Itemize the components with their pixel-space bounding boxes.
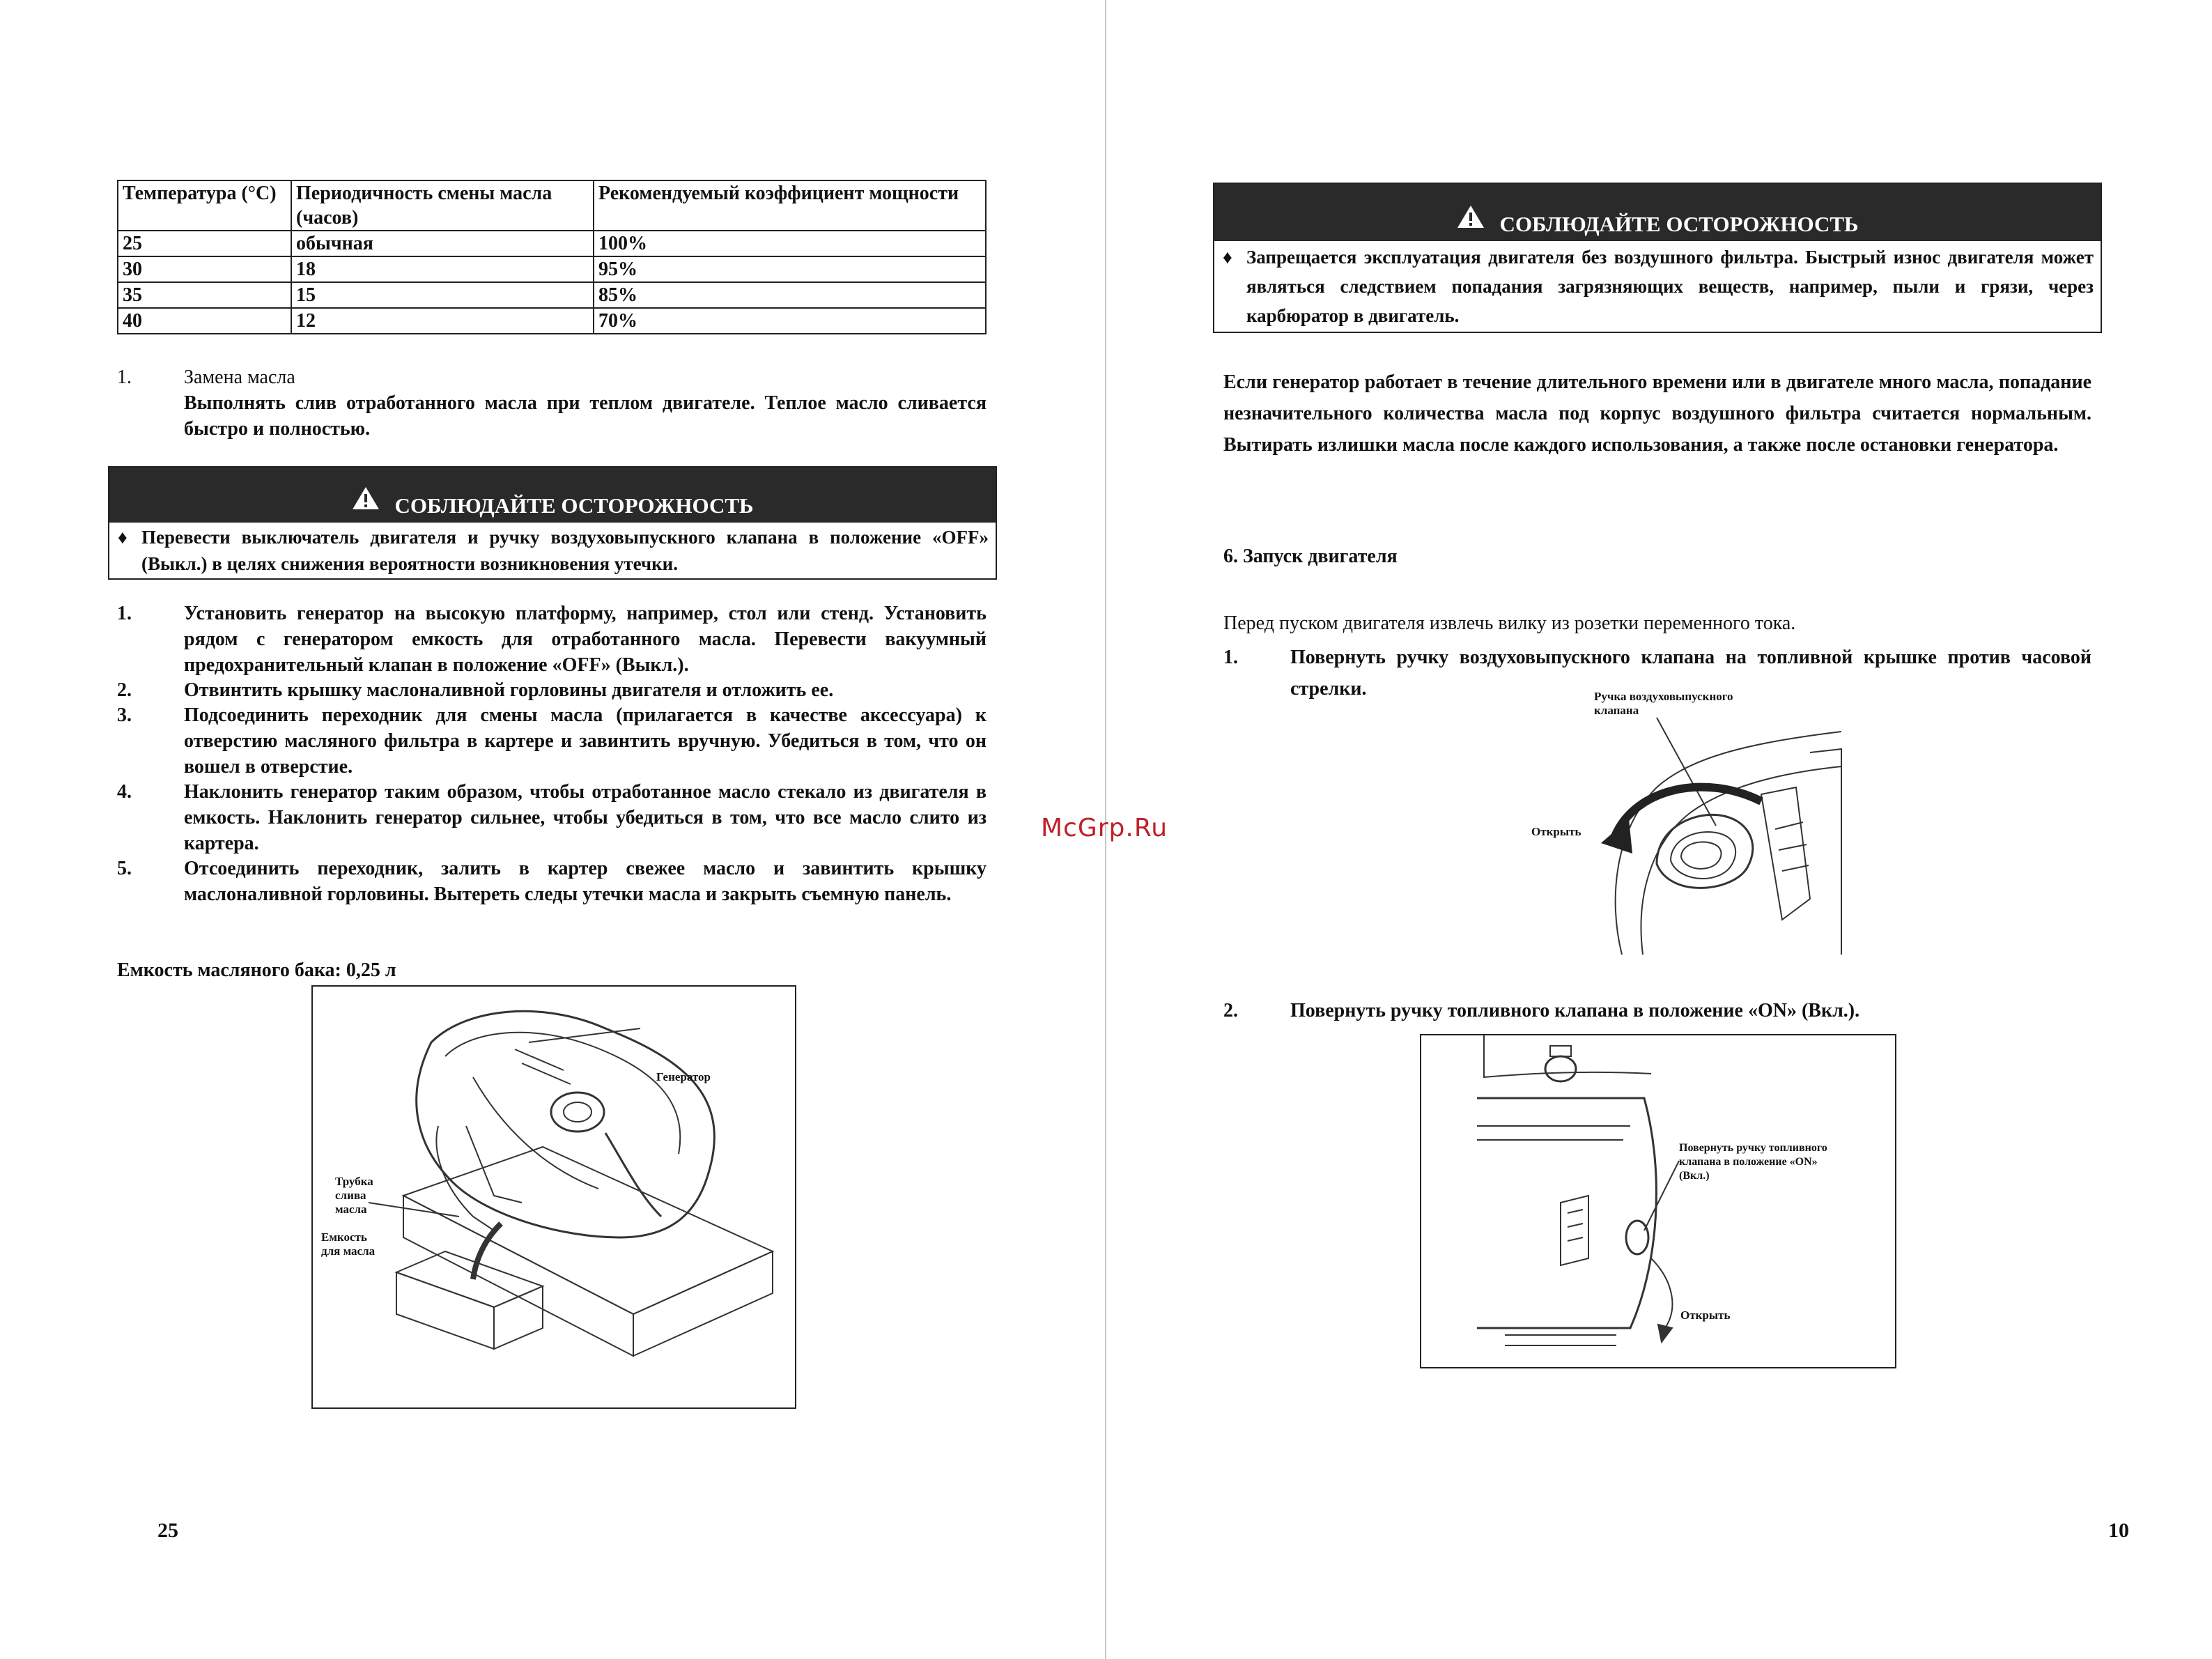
list-item-text: Установить генератор на высокую платформу, например, стол или стенд. Установить рядом с генератором емкость для отработанного масла. Перевести вакуумный предохранительный клапан в положение «OFF» (Выкл.).	[184, 603, 987, 676]
oil-capacity: Емкость масляного бака: 0,25 л	[117, 959, 396, 981]
list-item	[1223, 998, 2091, 1024]
table-cell: 30	[118, 256, 291, 282]
table-cell: 18	[291, 256, 594, 282]
list-item-text: Отвинтить крышку маслоналивной горловины двигателя и отложить ее.	[184, 679, 834, 701]
list-item-number: 2.	[117, 679, 132, 701]
watermark-text: McGrp.Ru	[1041, 814, 1168, 842]
caution-body	[1214, 241, 2101, 332]
table-header-cell: Рекомендуемый коэффициент мощности	[594, 180, 986, 231]
caution-title: СОБЛЮДАЙТЕ ОСТОРОЖНОСТЬ	[1499, 212, 1859, 236]
caution-header	[109, 468, 996, 523]
table-cell: обычная	[291, 231, 594, 256]
drain-tube-label: Трубка слива масла	[335, 1175, 373, 1216]
open-label: Открыть	[1680, 1309, 1731, 1322]
table-row	[118, 282, 986, 308]
table-cell: 35	[118, 282, 291, 308]
page-number: 10	[2108, 1519, 2129, 1542]
list-item-text: Наклонить генератор таким образом, чтобы отработанное масло стекало из двигателя в емкость. Наклонить генератор сильнее, чтобы убедиться в том, что все масло слито из картера.	[184, 781, 987, 854]
generator-label: Генератор	[656, 1070, 711, 1083]
table-header-cell: Температура (°С)	[118, 180, 291, 231]
table-cell: 85%	[594, 282, 986, 308]
caution-text: Перевести выключатель двигателя и ручку воздуховыпускного клапана в положение «OFF» (Выкл.) в целях снижения вероятности возникновения утечки.	[141, 527, 989, 574]
oil-drain-figure	[311, 985, 796, 1409]
oil-change-title: Замена масла	[184, 366, 295, 388]
table-cell: 100%	[594, 231, 986, 256]
list-item-number: 5.	[117, 858, 132, 879]
list-item	[117, 677, 987, 703]
fuel-valve-drawing	[1421, 1035, 1895, 1367]
list-item-number: 2.	[1223, 1000, 1238, 1021]
table-row	[118, 256, 986, 282]
list-item-text: Повернуть ручку воздуховыпускного клапана на топливной крышке против часовой стрелки.	[1290, 647, 2091, 700]
table-cell: 70%	[594, 308, 986, 334]
fuel-cap-drawing	[1531, 690, 1859, 955]
section-title: 6. Запуск двигателя	[1223, 546, 1398, 567]
list-item-number: 1.	[1223, 647, 1238, 668]
list-item-number: 1.	[117, 603, 132, 624]
caution-title: СОБЛЮДАЙТЕ ОСТОРОЖНОСТЬ	[394, 493, 754, 518]
oil-change-table	[117, 180, 987, 334]
table-cell: 15	[291, 282, 594, 308]
table-row	[118, 308, 986, 334]
list-item-text: Повернуть ручку топливного клапана в положение «ON» (Вкл.).	[1290, 1000, 1860, 1021]
caution-box	[1213, 183, 2102, 333]
list-item-number: 3.	[117, 704, 132, 726]
caution-header	[1214, 184, 2101, 241]
open-label: Открыть	[1531, 825, 1581, 838]
caution-text: Запрещается эксплуатация двигателя без воздушного фильтра. Быстрый износ двигателя может являться следствием попадания загрязняющих веществ, например, пыли и грязи, через карбюратор в двигатель.	[1246, 247, 2094, 326]
warning-icon	[1457, 205, 1485, 229]
table-header-row	[118, 180, 986, 231]
bullet-icon: ♦	[118, 527, 127, 548]
vent-knob-label: Ручка воздуховыпускного клапана	[1594, 690, 1733, 717]
caution-body	[109, 523, 996, 578]
intro-text: Перед пуском двигателя извлечь вилку из розетки переменного тока.	[1223, 612, 1796, 634]
list-item-text: Отсоединить переходник, залить в картер свежее масло и завинтить крышку маслоналивной горловины. Вытереть следы утечки масла и закрыть съемную панель.	[184, 858, 987, 905]
table-cell: 95%	[594, 256, 986, 282]
bullet-icon: ♦	[1223, 247, 1232, 268]
table-row	[118, 231, 986, 256]
container-label: Емкость для масла	[321, 1230, 376, 1258]
list-item	[117, 856, 987, 907]
caution-box	[108, 466, 997, 580]
right-page	[1106, 0, 2212, 1659]
list-item	[117, 702, 987, 780]
table-cell: 40	[118, 308, 291, 334]
oil-change-text: Выполнять слив отработанного масла при теплом двигателе. Теплое масло сливается быстро и полностью.	[184, 392, 987, 440]
table-header-cell: Периодичность смены масла (часов)	[291, 180, 594, 231]
page-number: 25	[157, 1519, 178, 1542]
table-cell: 12	[291, 308, 594, 334]
oil-note-paragraph: Если генератор работает в течение длительного времени или в двигателе много масла, попадание незначительного количества масла под корпус воздушного фильтра считается нормальным. Вытирать излишки масла после каждого использования, а также после остановки генератора.	[1223, 371, 2091, 456]
list-item-text: Подсоединить переходник для смены масла (прилагается в качестве аксессуара) к отверстию масляного фильтра в картере и завинтить вручную. Убедиться в том, что он вошел в отверстие.	[184, 704, 987, 778]
fuel-valve-figure	[1420, 1034, 1896, 1368]
list-item	[117, 601, 987, 678]
fuel-valve-instruction-label: Повернуть ручку топливного клапана в положение «ON» (Вкл.)	[1679, 1142, 1827, 1182]
warning-icon	[352, 486, 380, 510]
table-cell: 25	[118, 231, 291, 256]
vent-knob-figure	[1531, 690, 1859, 955]
list-item	[117, 779, 987, 856]
left-page	[0, 0, 1105, 1659]
list-item-number: 4.	[117, 781, 132, 803]
oil-change-number: 1.	[117, 366, 132, 388]
